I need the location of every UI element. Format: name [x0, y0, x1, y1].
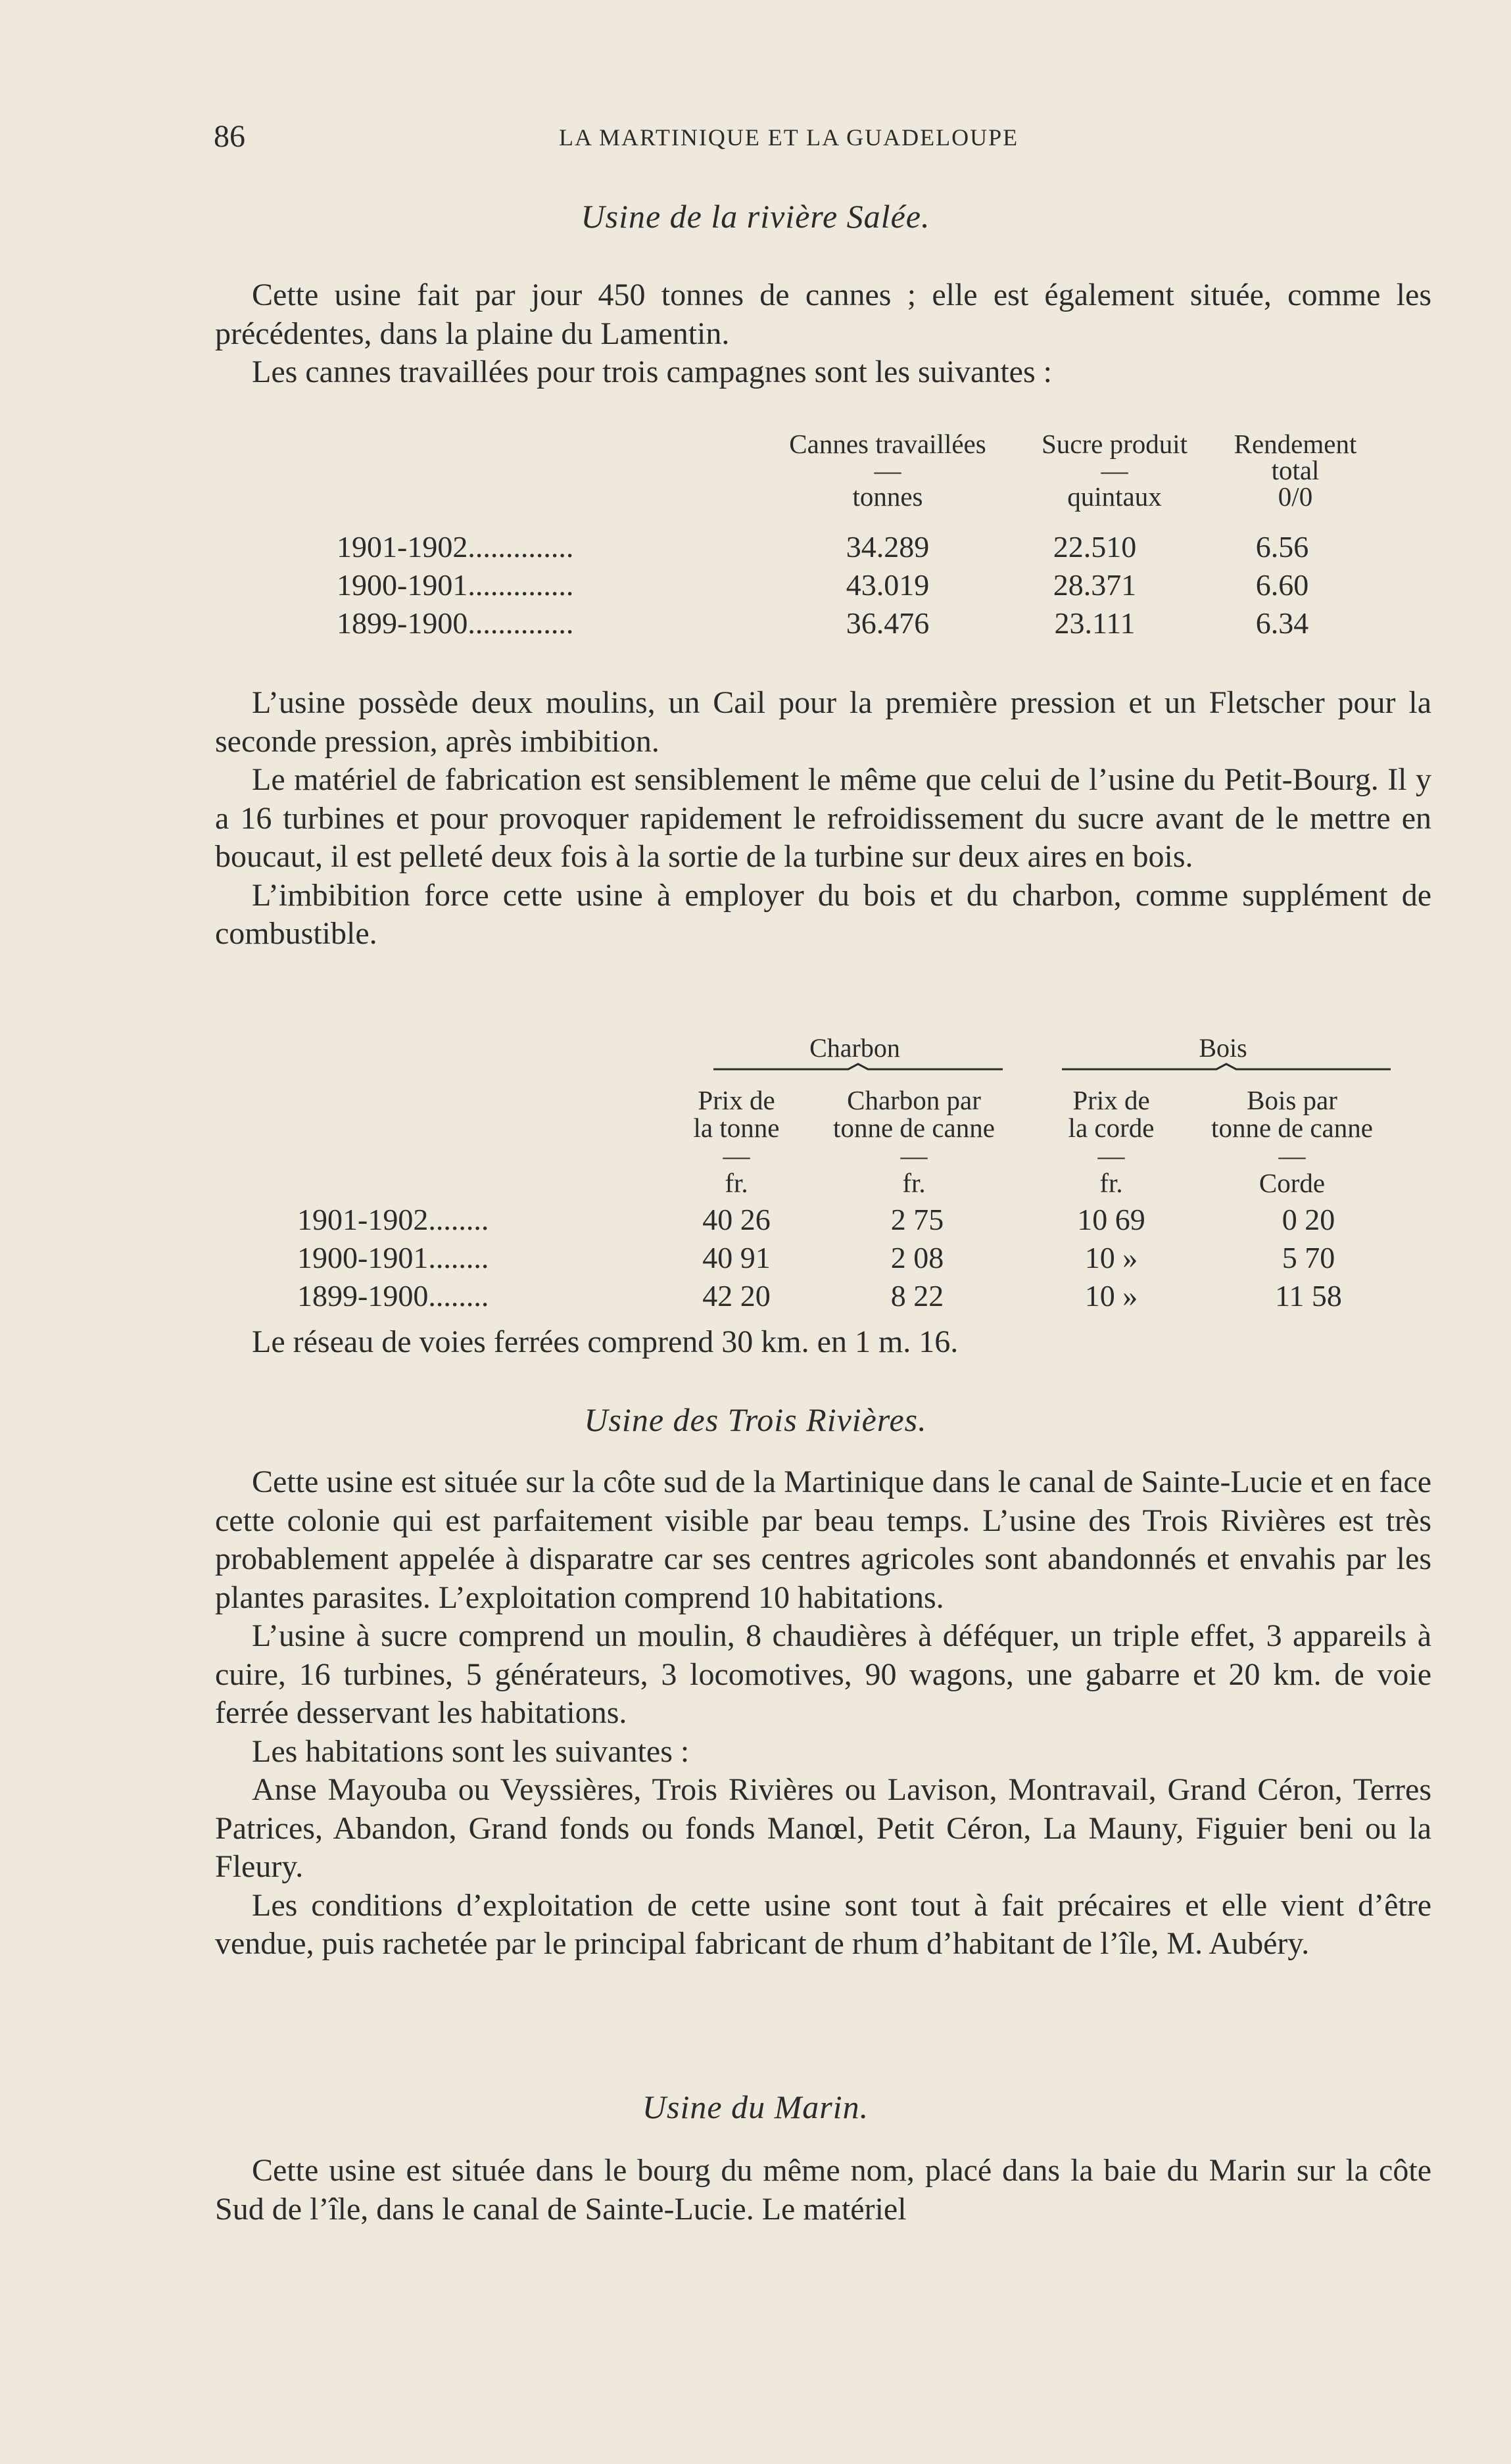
paragraph: Cette usine fait par jour 450 tonnes de cannes ; elle est également située, comme les précédentes, dans la plaine du Lamentin. — [215, 278, 1431, 351]
group-header-charbon: Charbon — [809, 1033, 900, 1063]
table-row: 1901-1902........ 40 26 2 75 10 69 0 20 — [297, 1203, 1335, 1236]
brace-charbon — [713, 1061, 1003, 1073]
paragraph: Anse Mayouba ou Veyssières, Trois Rivières ou Lavison, Montravail, Grand Céron, Terres Patrices, Abandon, Grand fonds ou fonds Manœl, Petit Céron, La Mauny, Figuier beni ou la Fleury. — [215, 1772, 1431, 1884]
paragraph: Les habitations sont les suivantes : — [252, 1733, 690, 1769]
col-header: Prix de la corde — fr. — [1068, 1085, 1155, 1198]
paragraph: Cette usine est située dans le bourg du même nom, placé dans la baie du Marin sur la côte Sud de l’île, dans le canal de Sainte-Lucie. Le matériel — [215, 2153, 1431, 2227]
paragraph: Le matériel de fabrication est sensiblement le même que celui de l’usine du Petit-Bourg. Il y a 16 turbines et pour provoquer rapidement le refroidissement du sucre avant de le mettre en boucaut, il est pelleté deux fois à la sortie de la turbine sur deux aires en bois. — [215, 762, 1431, 874]
col-header: Sucre produit — quintaux — [1041, 429, 1188, 512]
table-row: 1900-1901.............. 43.019 28.371 6.60 — [337, 568, 1309, 602]
group-header-bois: Bois — [1199, 1033, 1247, 1063]
paragraph: Cette usine est située sur la côte sud de la Martinique dans le canal de Sainte-Lucie et en face cette colonie qui est parfaitement visible par beau temps. L’usine des Trois Rivières est très probablement appelée à disparatre car ses centres agricoles sont abandonnés et envahis par les plantes parasites. L’exploitation comprend 10 habitations. — [215, 1464, 1431, 1615]
section-title-salee: Usine de la rivière Salée. — [581, 198, 930, 235]
col-header: Bois par tonne de canne — Corde — [1211, 1085, 1373, 1198]
table-row: 1900-1901........ 40 91 2 08 10 » 5 70 — [297, 1241, 1335, 1274]
brace-bois — [1062, 1061, 1391, 1073]
running-head — [214, 118, 1432, 158]
table-row: 1899-1900.............. 36.476 23.111 6.34 — [337, 606, 1309, 640]
trois-rivieres-body — [215, 1463, 1431, 1964]
section-title-marin: Usine du Marin. — [642, 2089, 869, 2125]
col-header: Charbon par tonne de canne — fr. — [833, 1085, 995, 1198]
col-header: Rendement total 0/0 — [1234, 429, 1357, 512]
table-row: 1899-1900........ 42 20 8 22 10 » 11 58 — [297, 1279, 1342, 1313]
running-title: LA MARTINIQUE ET LA GUADELOUPE — [559, 124, 1019, 151]
table-combustible — [0, 1032, 1511, 1322]
paragraph: L’usine à sucre comprend un moulin, 8 chaudières à déféquer, un triple effet, 3 appareils à cuire, 16 turbines, 5 générateurs, 3 locomotives, 90 wagons, une gabarre et 20 km. de voie ferrée desservant les habitations. — [215, 1618, 1431, 1730]
page-number: 86 — [214, 119, 245, 154]
table-row: 1901-1902.............. 34.289 22.510 6.56 — [337, 530, 1309, 564]
paragraph: L’imbibition force cette usine à employer du bois et du charbon, comme supplément de combustible. — [215, 877, 1431, 951]
paragraph: Les conditions d’exploitation de cette usine sont tout à fait précaires et elle vient d’être vendue, puis rachetée par le principal fabricant de rhum d’habitant de l’île, M. Aubéry. — [215, 1887, 1431, 1961]
salee-footer — [215, 1323, 1431, 1362]
col-header: Cannes travaillées — tonnes — [789, 429, 986, 512]
section-title-trois-rivieres: Usine des Trois Rivières. — [584, 1401, 927, 1438]
col-header: Prix de la tonne — fr. — [693, 1085, 780, 1198]
marin-body — [215, 2152, 1431, 2229]
paragraph: Les cannes travaillées pour trois campagnes sont les suivantes : — [252, 354, 1052, 389]
paragraph: L’usine possède deux moulins, un Cail pour la première pression et un Fletscher pour la seconde pression, après imbibition. — [215, 685, 1431, 759]
table-campagnes — [0, 431, 1511, 648]
paragraph: Le réseau de voies ferrées comprend 30 km. en 1 m. 16. — [252, 1324, 959, 1359]
salee-intro — [215, 276, 1431, 392]
salee-body — [215, 684, 1431, 954]
